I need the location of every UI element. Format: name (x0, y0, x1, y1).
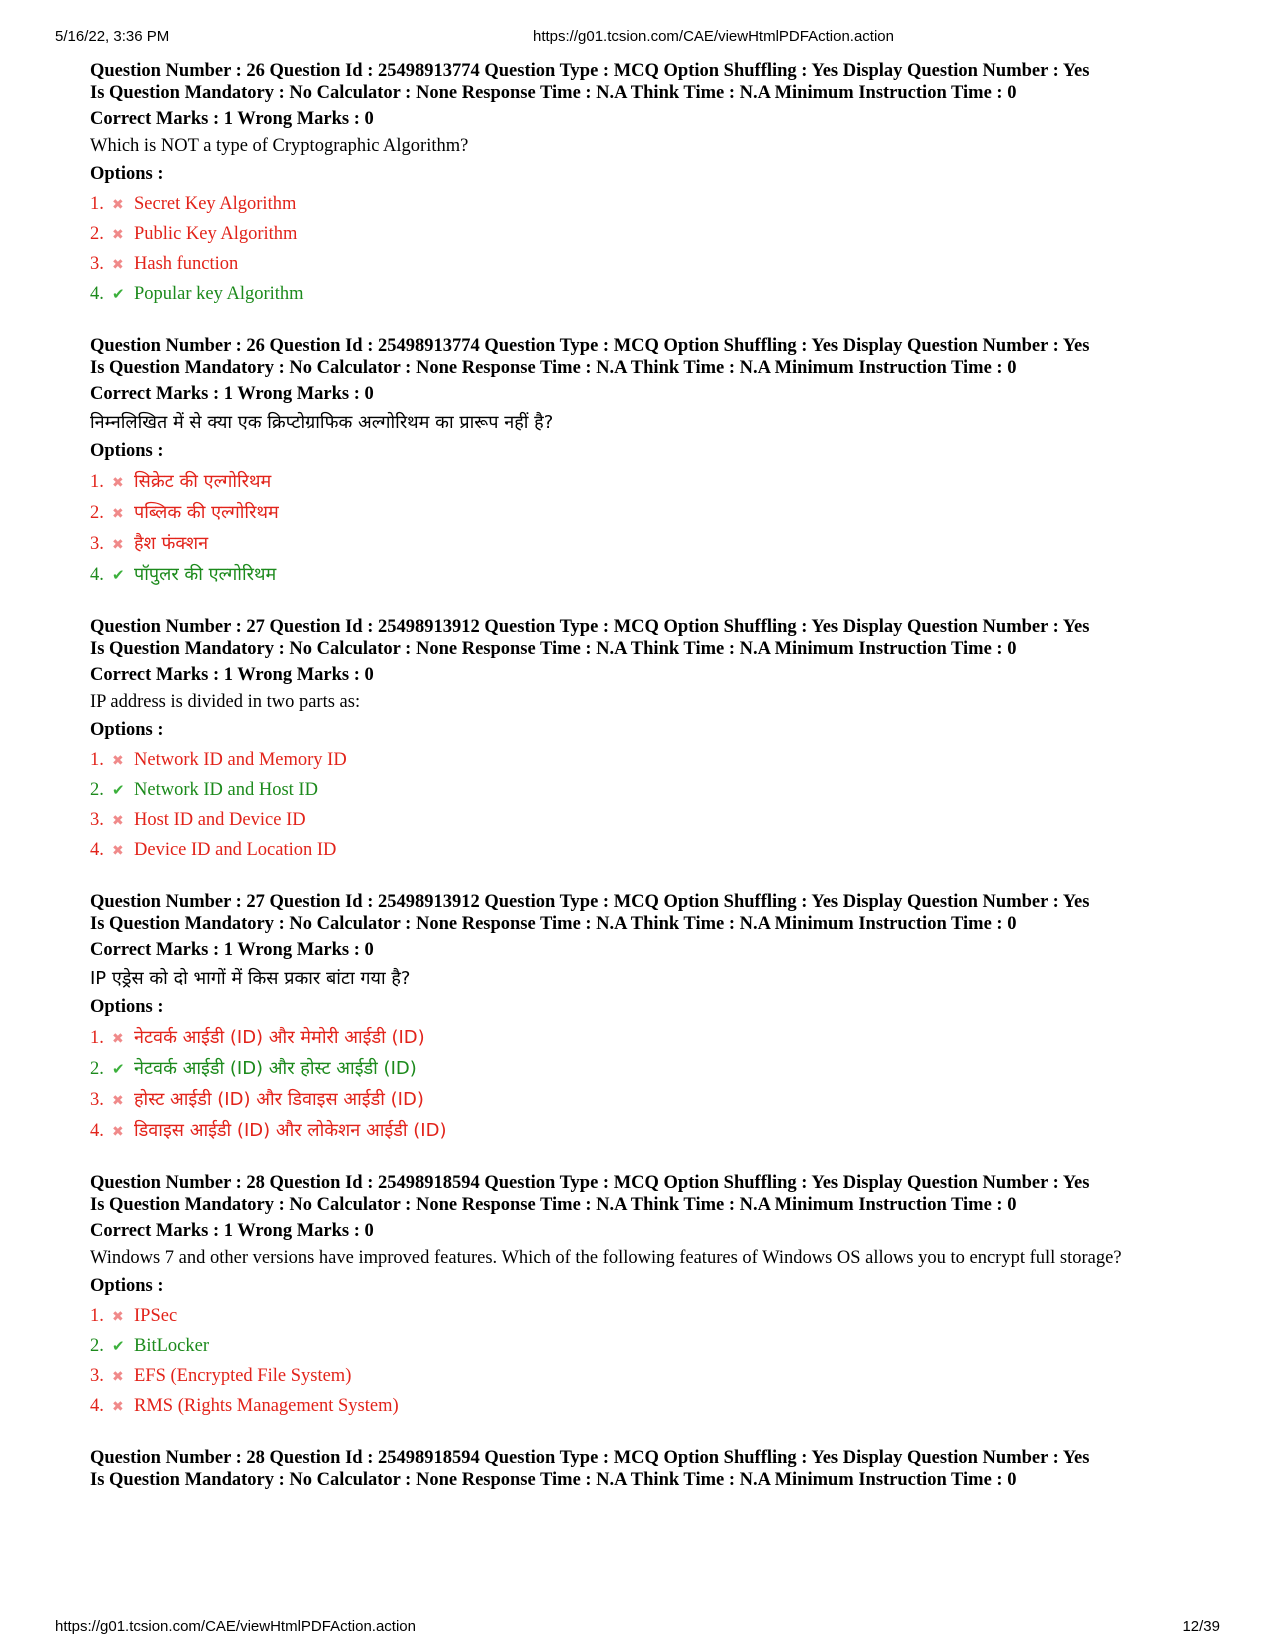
cross-icon: ✖ (112, 257, 124, 273)
option-item (90, 805, 1190, 835)
option-item (90, 219, 1190, 249)
question-meta-line-2: Is Question Mandatory : No Calculator : None Response Time : N.A Think Time : N.A Minimum Instruction Time : 0 (90, 1195, 1017, 1215)
question-marks: Correct Marks : 1 Wrong Marks : 0 (90, 109, 374, 129)
option-item (90, 745, 1190, 775)
question-meta-line-2: Is Question Mandatory : No Calculator : None Response Time : N.A Think Time : N.A Minimum Instruction Time : 0 (90, 639, 1017, 659)
question-text: IP address is divided in two parts as: (90, 692, 361, 712)
option-item (90, 559, 1190, 590)
option-item (90, 775, 1190, 805)
question-meta-line-1: Question Number : 27 Question Id : 25498913912 Question Type : MCQ Option Shuffling : Yes Display Question Number : Yes (90, 892, 1090, 912)
question-block (90, 335, 1190, 590)
cross-icon: ✖ (112, 1093, 124, 1109)
option-number: 1. (90, 1028, 104, 1048)
option-item (90, 189, 1190, 219)
question-marks: Correct Marks : 1 Wrong Marks : 0 (90, 940, 374, 960)
option-number: 1. (90, 472, 104, 492)
question-block-trailing (90, 1447, 1190, 1491)
question-block (90, 1172, 1190, 1421)
option-text: Network ID and Host ID (134, 780, 318, 800)
question-block (90, 891, 1190, 1146)
options-list (90, 189, 1190, 309)
question-block (90, 616, 1190, 865)
option-text: होस्ट आईडी (ID) और डिवाइस आईडी (ID) (134, 1089, 424, 1110)
option-number: 4. (90, 284, 104, 304)
cross-icon: ✖ (112, 1124, 124, 1140)
cross-icon: ✖ (112, 506, 124, 522)
option-item (90, 1301, 1190, 1331)
question-meta-line-1: Question Number : 27 Question Id : 25498913912 Question Type : MCQ Option Shuffling : Yes Display Question Number : Yes (90, 617, 1090, 637)
option-number: 2. (90, 1059, 104, 1079)
option-item (90, 1022, 1190, 1053)
option-text: RMS (Rights Management System) (134, 1396, 399, 1416)
option-text: Device ID and Location ID (134, 840, 337, 860)
options-label: Options : (90, 164, 164, 184)
option-text: Hash function (134, 254, 239, 274)
option-number: 4. (90, 565, 104, 585)
options-list (90, 1301, 1190, 1421)
question-meta-line-2: Is Question Mandatory : No Calculator : None Response Time : N.A Think Time : N.A Minimum Instruction Time : 0 (90, 83, 1017, 103)
cross-icon: ✖ (112, 1309, 124, 1325)
question-meta-line-2: Is Question Mandatory : No Calculator : None Response Time : N.A Think Time : N.A Minimum Instruction Time : 0 (90, 358, 1017, 378)
option-text: Popular key Algorithm (134, 284, 304, 304)
page-number: 12/39 (1182, 1618, 1220, 1635)
option-number: 3. (90, 254, 104, 274)
option-item (90, 528, 1190, 559)
option-text: Public Key Algorithm (134, 224, 298, 244)
cross-icon: ✖ (112, 1369, 124, 1385)
cross-icon: ✖ (112, 1399, 124, 1415)
question-list (90, 60, 1190, 1517)
check-icon: ✔ (112, 1060, 125, 1078)
question-meta-line-2: Is Question Mandatory : No Calculator : None Response Time : N.A Think Time : N.A Minimum Instruction Time : 0 (90, 914, 1017, 934)
option-item (90, 1084, 1190, 1115)
option-number: 3. (90, 810, 104, 830)
cross-icon: ✖ (112, 843, 124, 859)
option-number: 2. (90, 224, 104, 244)
check-icon: ✔ (112, 781, 125, 799)
option-text: पब्लिक की एल्गोरिथम (134, 502, 279, 523)
option-text: पॉपुलर की एल्गोरिथम (134, 564, 277, 585)
question-meta-line-1: Question Number : 28 Question Id : 25498918594 Question Type : MCQ Option Shuffling : Yes Display Question Number : Yes (90, 1448, 1090, 1468)
option-number: 4. (90, 1396, 104, 1416)
option-text: हैश फंक्शन (134, 533, 209, 554)
question-text: IP एड्रेस को दो भागों में किस प्रकार बांटा गया है? (90, 968, 411, 989)
option-text: Secret Key Algorithm (134, 194, 297, 214)
option-item (90, 1331, 1190, 1361)
question-marks: Correct Marks : 1 Wrong Marks : 0 (90, 384, 374, 404)
options-label: Options : (90, 997, 164, 1017)
option-item (90, 497, 1190, 528)
check-icon: ✔ (112, 566, 125, 584)
question-meta-line-1: Question Number : 26 Question Id : 25498913774 Question Type : MCQ Option Shuffling : Yes Display Question Number : Yes (90, 336, 1090, 356)
question-text: निम्नलिखित में से क्या एक क्रिप्टोग्राफिक अल्गोरिथम का प्रारूप नहीं है? (90, 412, 554, 433)
options-list (90, 745, 1190, 865)
question-marks: Correct Marks : 1 Wrong Marks : 0 (90, 1221, 374, 1241)
option-text: नेटवर्क आईडी (ID) और मेमोरी आईडी (ID) (134, 1027, 425, 1048)
cross-icon: ✖ (112, 475, 124, 491)
option-text: डिवाइस आईडी (ID) और लोकेशन आईडी (ID) (134, 1120, 447, 1141)
option-item (90, 466, 1190, 497)
option-number: 3. (90, 1366, 104, 1386)
option-number: 1. (90, 750, 104, 770)
option-number: 3. (90, 1090, 104, 1110)
option-item (90, 249, 1190, 279)
print-url: https://g01.tcsion.com/CAE/viewHtmlPDFAction.action (533, 28, 894, 45)
question-block (90, 60, 1190, 309)
option-number: 2. (90, 780, 104, 800)
print-date: 5/16/22, 3:36 PM (55, 28, 170, 45)
option-number: 3. (90, 534, 104, 554)
option-number: 4. (90, 840, 104, 860)
options-label: Options : (90, 720, 164, 740)
option-number: 1. (90, 1306, 104, 1326)
option-text: Host ID and Device ID (134, 810, 306, 830)
option-text: Network ID and Memory ID (134, 750, 347, 770)
options-list (90, 1022, 1190, 1146)
cross-icon: ✖ (112, 227, 124, 243)
check-icon: ✔ (112, 285, 125, 303)
footer-url: https://g01.tcsion.com/CAE/viewHtmlPDFAction.action (55, 1618, 416, 1635)
cross-icon: ✖ (112, 537, 124, 553)
check-icon: ✔ (112, 1337, 125, 1355)
option-item (90, 1053, 1190, 1084)
question-text: Which is NOT a type of Cryptographic Algorithm? (90, 136, 469, 156)
option-text: IPSec (134, 1306, 178, 1326)
option-item (90, 1391, 1190, 1421)
option-number: 2. (90, 503, 104, 523)
question-text: Windows 7 and other versions have improved features. Which of the following features of Windows OS allows you to encrypt full storage? (90, 1248, 1122, 1268)
question-meta-line-1: Question Number : 28 Question Id : 25498918594 Question Type : MCQ Option Shuffling : Yes Display Question Number : Yes (90, 1173, 1090, 1193)
question-meta-line-1: Question Number : 26 Question Id : 25498913774 Question Type : MCQ Option Shuffling : Yes Display Question Number : Yes (90, 61, 1090, 81)
option-number: 4. (90, 1121, 104, 1141)
options-list (90, 466, 1190, 590)
cross-icon: ✖ (112, 753, 124, 769)
option-text: सिक्रेट की एल्गोरिथम (134, 471, 272, 492)
option-text: EFS (Encrypted File System) (134, 1366, 352, 1386)
option-text: BitLocker (134, 1336, 210, 1356)
option-text: नेटवर्क आईडी (ID) और होस्ट आईडी (ID) (134, 1058, 417, 1079)
question-marks: Correct Marks : 1 Wrong Marks : 0 (90, 665, 374, 685)
option-item (90, 279, 1190, 309)
options-label: Options : (90, 441, 164, 461)
question-meta-line-2: Is Question Mandatory : No Calculator : None Response Time : N.A Think Time : N.A Minimum Instruction Time : 0 (90, 1470, 1017, 1490)
cross-icon: ✖ (112, 197, 124, 213)
option-item (90, 835, 1190, 865)
cross-icon: ✖ (112, 1031, 124, 1047)
option-number: 2. (90, 1336, 104, 1356)
option-item (90, 1361, 1190, 1391)
option-number: 1. (90, 194, 104, 214)
option-item (90, 1115, 1190, 1146)
cross-icon: ✖ (112, 813, 124, 829)
options-label: Options : (90, 1276, 164, 1296)
